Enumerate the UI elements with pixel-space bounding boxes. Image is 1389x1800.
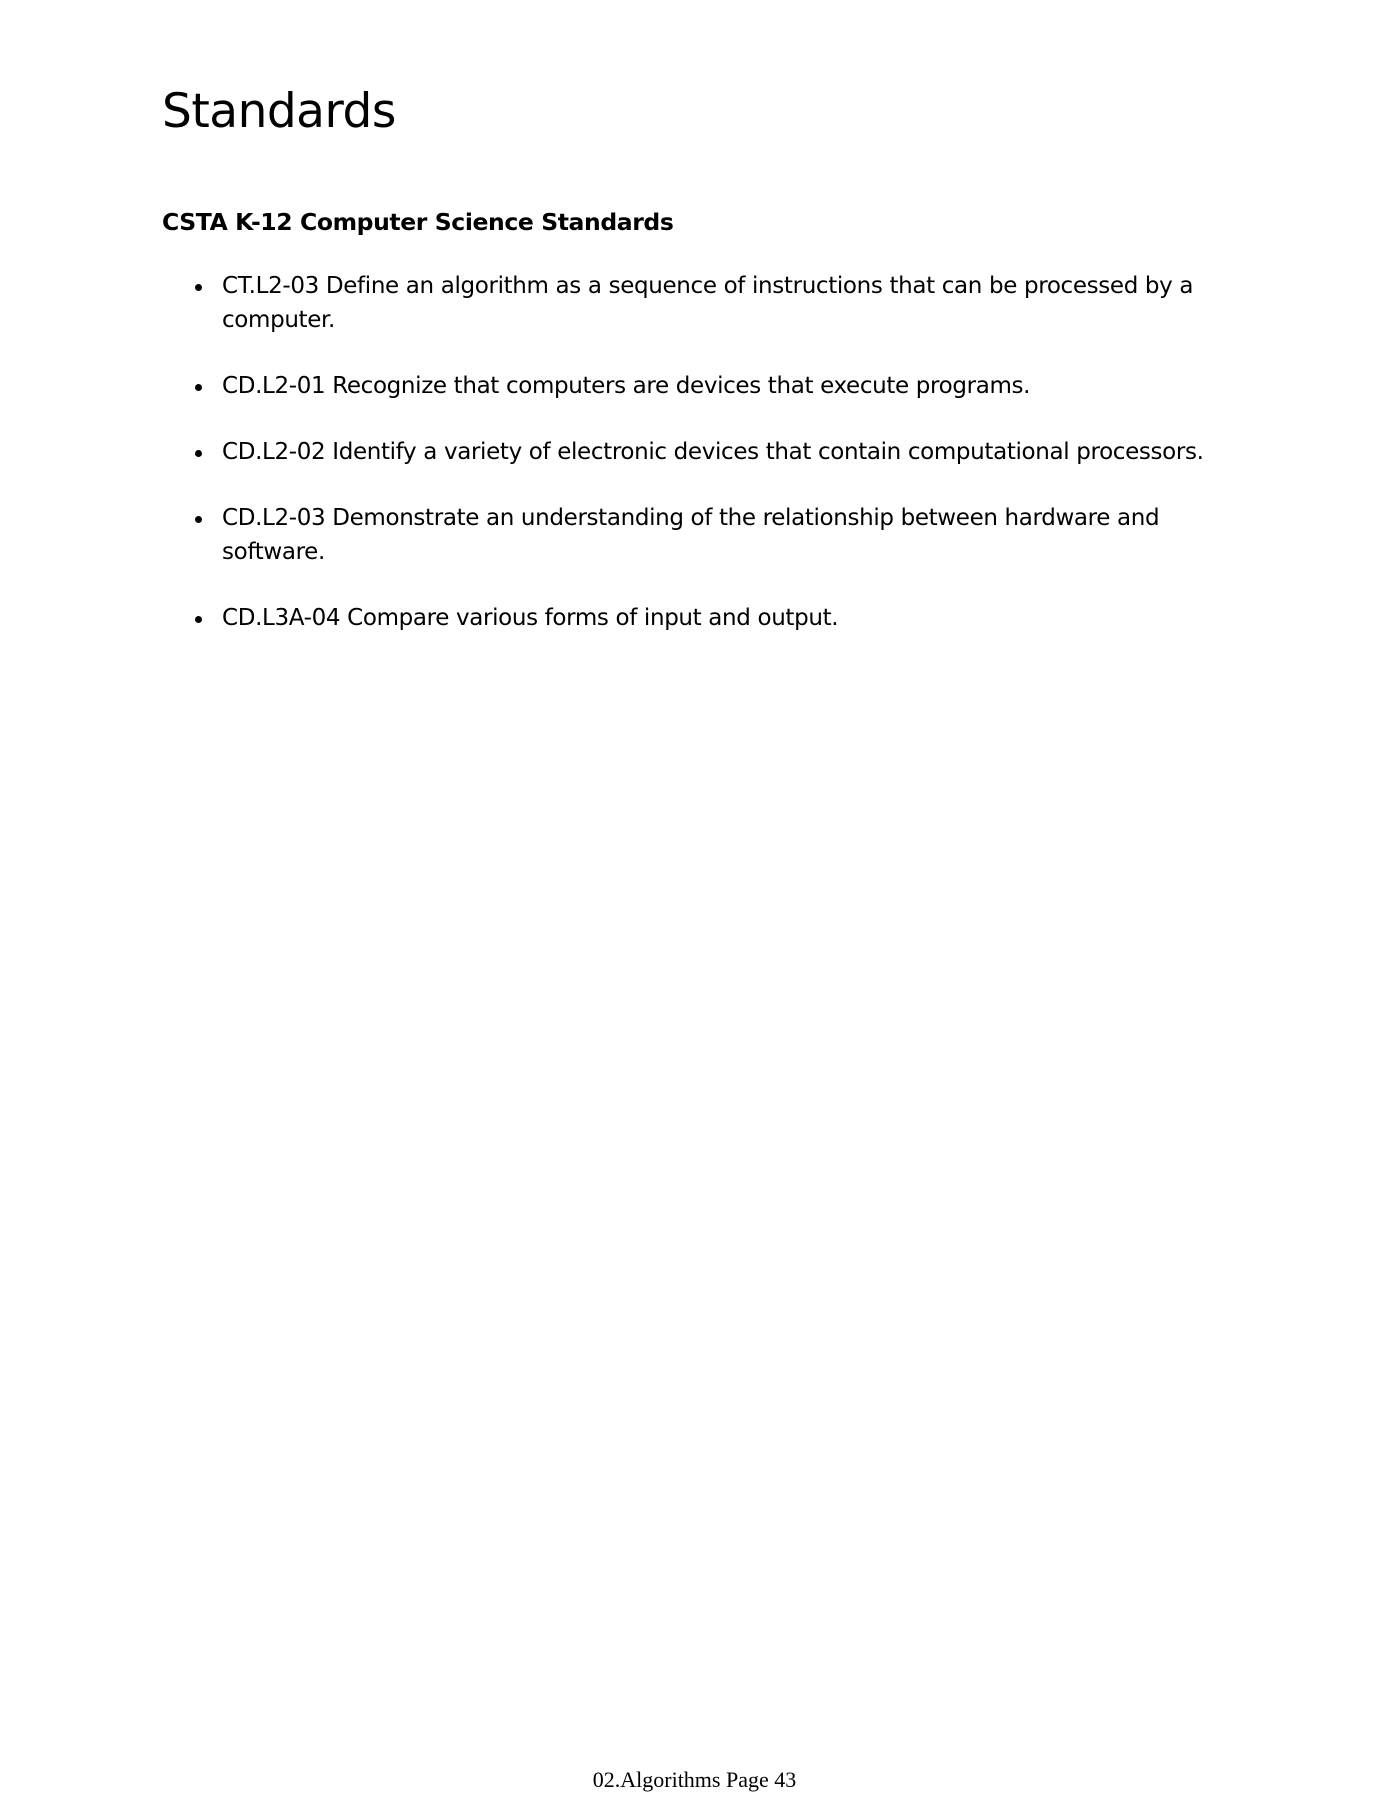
list-item (222, 269, 1222, 337)
standard-text: CT.L2-03 Define an algorithm as a sequence of instructions that can be processed by a computer. (222, 273, 1194, 333)
standard-text: CD.L2-02 Identify a variety of electronic devices that contain computational processors. (222, 439, 1204, 465)
list-item (222, 369, 1222, 403)
page-footer: 02.Algorithms Page 43 (592, 1767, 797, 1792)
page-title: Standards (162, 84, 396, 139)
section-heading: CSTA K-12 Computer Science Standards (162, 208, 674, 236)
list-item (222, 601, 1222, 635)
bullet-icon (195, 516, 202, 523)
list-item (222, 501, 1222, 569)
standard-text: CD.L3A-04 Compare various forms of input and output. (222, 605, 839, 631)
bullet-icon (195, 384, 202, 391)
bullet-icon (195, 450, 202, 457)
bullet-icon (195, 616, 202, 623)
standards-list (222, 269, 1222, 667)
bullet-icon (195, 284, 202, 291)
standard-text: CD.L2-01 Recognize that computers are devices that execute programs. (222, 373, 1031, 399)
standard-text: CD.L2-03 Demonstrate an understanding of the relationship between hardware and software. (222, 505, 1160, 565)
list-item (222, 435, 1222, 469)
